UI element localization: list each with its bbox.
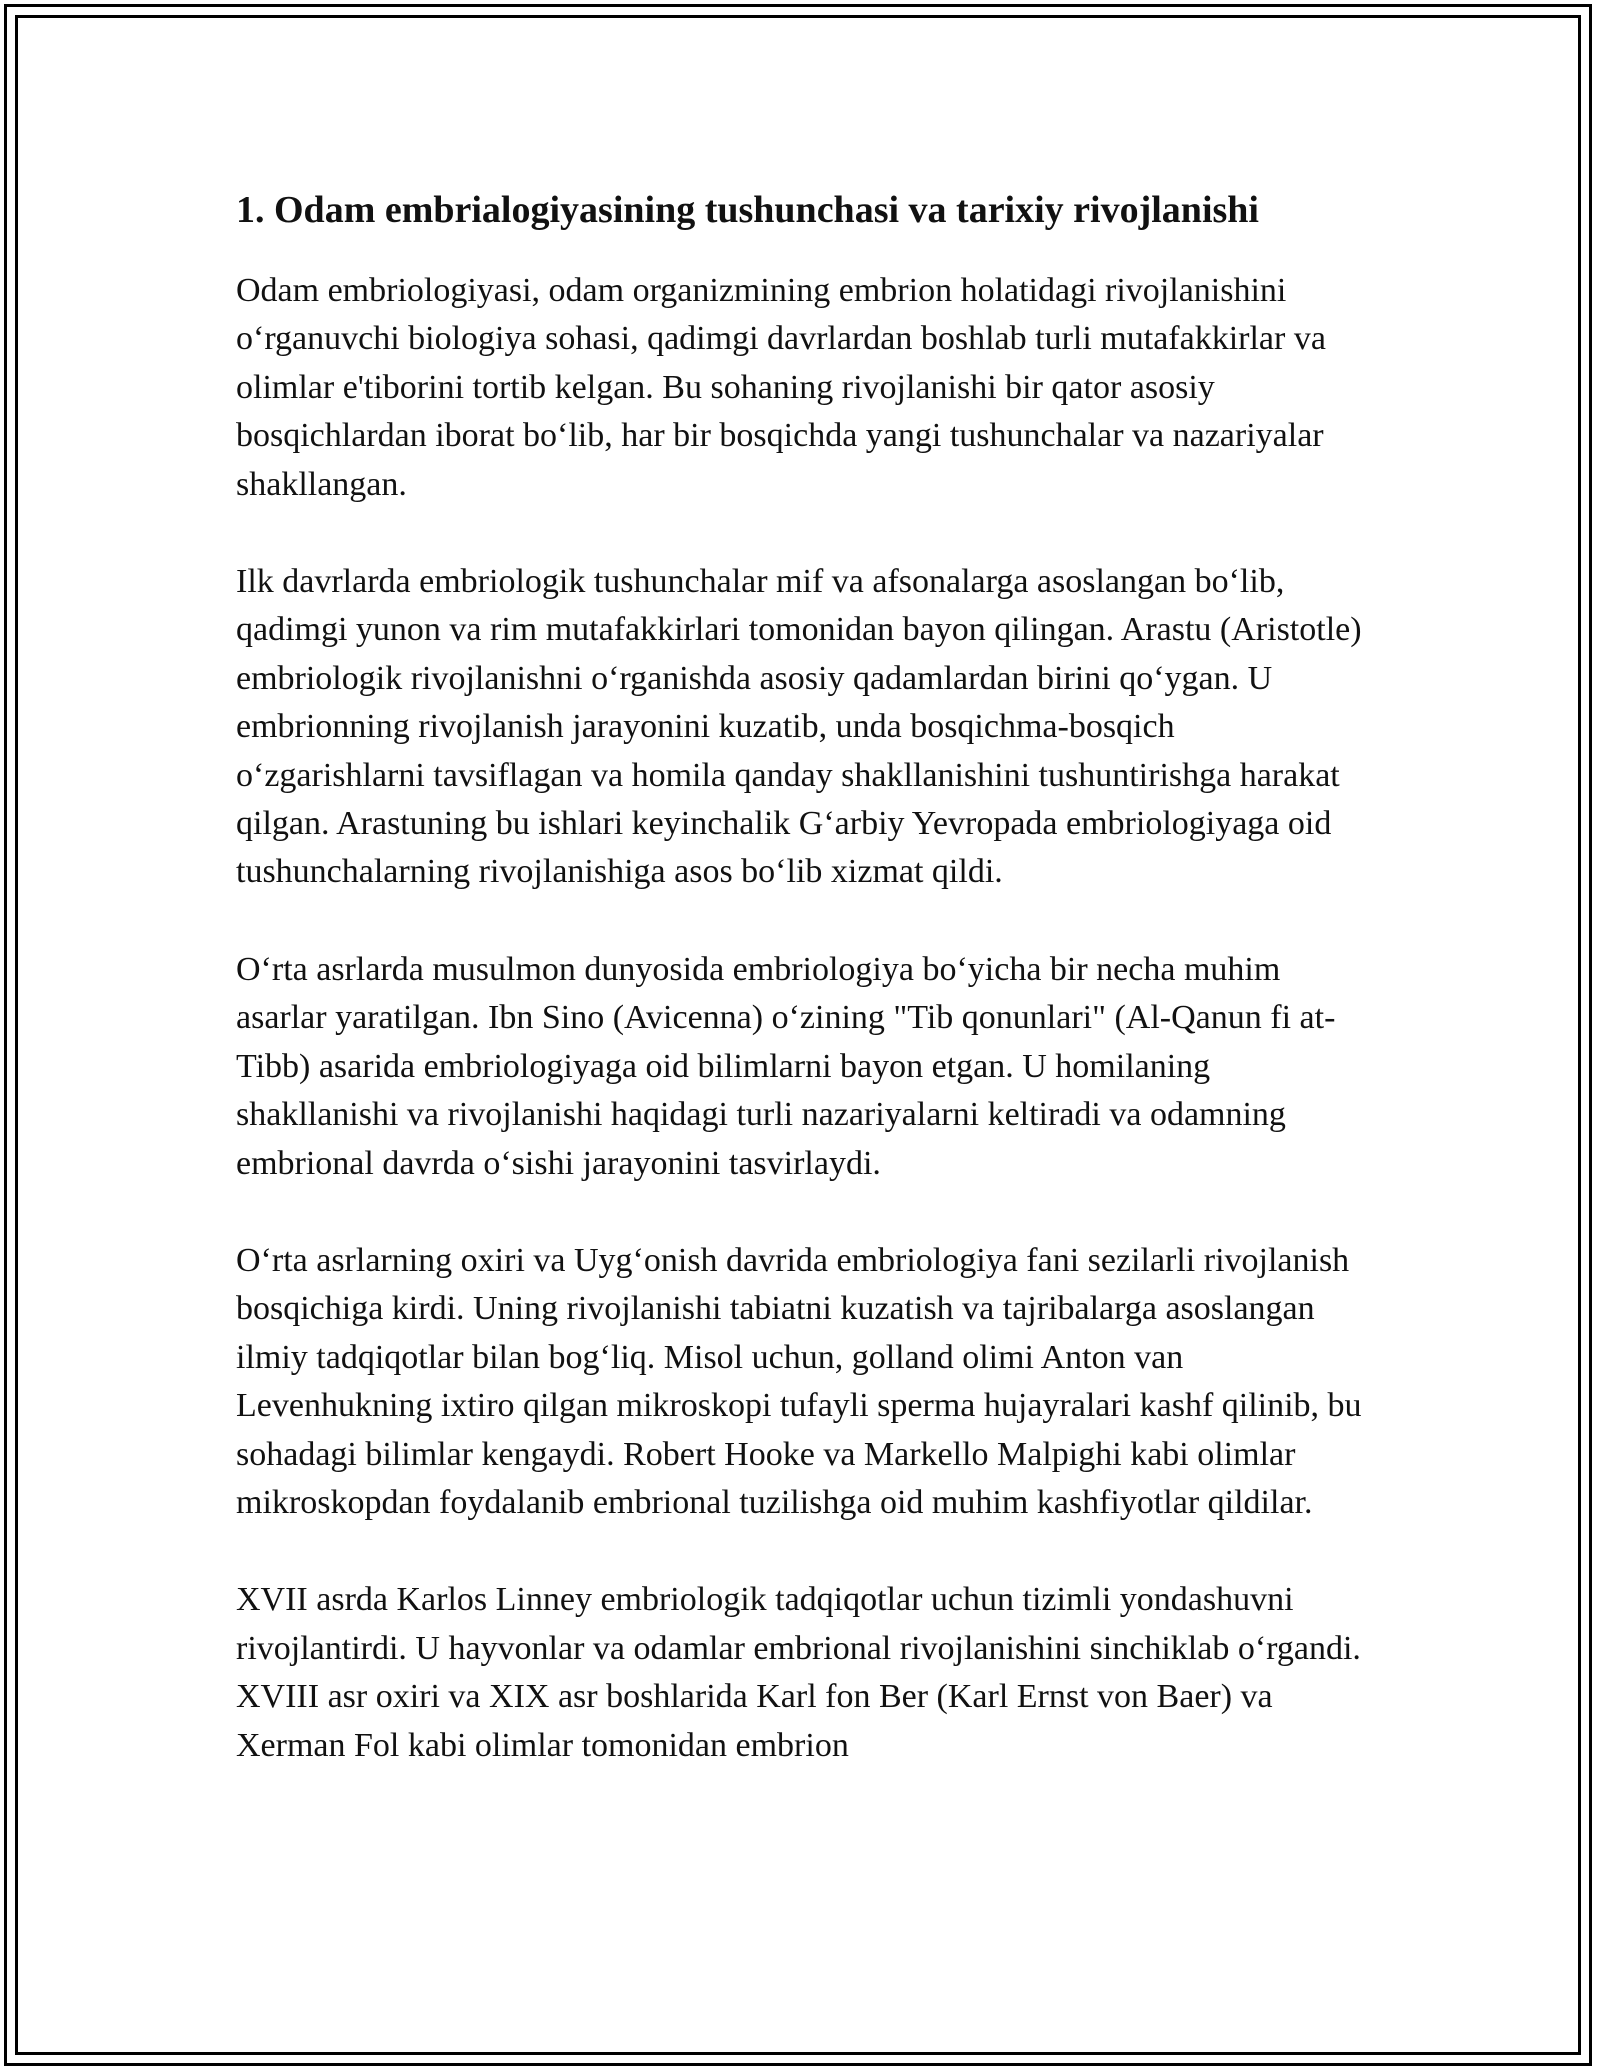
paragraph-medieval-islamic: O‘rta asrlarda musulmon dunyosida embriologiya bo‘yicha bir necha muhim asarlar yaratilgan. Ibn Sino (Avicenna) o‘zining "Tib qonunlari" (Al-Qanun fi at-Tibb) asarida embriologiyaga oid bilimlarni bayon etgan. U homilaning shakllanishi va rivojlanishi haqidagi turli nazariyalarni keltiradi va odamning embrional davrda o‘sishi jarayonini tasvirlaydi. bbox=[236, 950, 1336, 1182]
document-body bbox=[236, 186, 1366, 1770]
paragraph-17th-century: XVII asrda Karlos Linney embriologik tadqiqotlar uchun tizimli yondashuvni rivojlantirdi. U hayvonlar va odamlar embrional rivojlanishini sinchiklab o‘rgandi. XVIII asr oxiri va XIX asr boshlarida Karl fon Ber (Karl Ernst von Baer) va Xerman Fol kabi olimlar tomonidan embrion bbox=[236, 1581, 1361, 1764]
paragraph-renaissance: O‘rta asrlarning oxiri va Uyg‘onish davrida embriologiya fani sezilarli rivojlanish bosqichiga kirdi. Uning rivojlanishi tabiatni kuzatish va tajribalarga asoslangan ilmiy tadqiqotlar bilan bog‘liq. Misol uchun, golland olimi Anton van Levenhukning ixtiro qilgan mikroskopi tufayli sperma hujayralari kashf qilinib, bu sohadagi bilimlar kengaydi. Robert Hooke va Markello Malpighi kabi olimlar mikroskopdan foydalanib embrional tuzilishga oid muhim kashfiyotlar qildilar. bbox=[236, 1241, 1362, 1521]
paragraph-intro: Odam embriologiyasi, odam organizmining embrion holatidagi rivojlanishini o‘rganuvchi biologiya sohasi, qadimgi davrlardan boshlab turli mutafakkirlar va olimlar e'tiborini tortib kelgan. Bu sohaning rivojlanishi bir qator asosiy bosqichlardan iborat bo‘lib, har bir bosqichda yangi tushunchalar va nazariyalar shakllangan. bbox=[236, 272, 1326, 503]
paragraph-ancient-period: Ilk davrlarda embriologik tushunchalar mif va afsonalarga asoslangan bo‘lib, qadimgi yunon va rim mutafakkirlari tomonidan bayon qilingan. Arastu (Aristotle) embriologik rivojlanishni o‘rganishda asosiy qadamlardan birini qo‘ygan. U embrionning rivojlanish jarayonini kuzatib, unda bosqichma-bosqich o‘zgarishlarni tavsiflagan va homila qanday shakllanishini tushuntirishga harakat qilgan. Arastuning bu ishlari keyinchalik G‘arbiy Yevropada embriologiyaga oid tushunchalarning rivojlanishiga asos bo‘lib xizmat qildi. bbox=[236, 563, 1362, 891]
section-heading: 1. Odam embrialogiyasining tushunchasi va tarixiy rivojlanishi bbox=[236, 189, 1259, 231]
